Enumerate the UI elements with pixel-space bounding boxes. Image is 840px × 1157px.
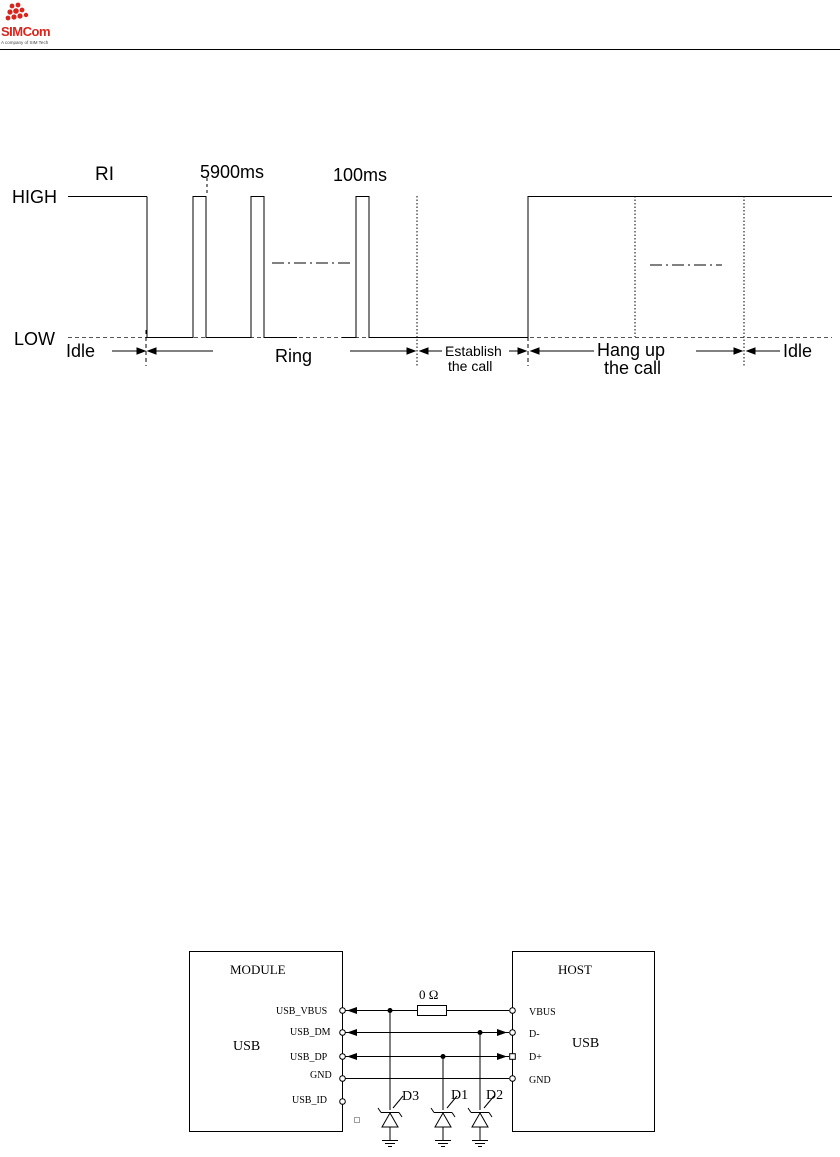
host-title: HOST: [558, 962, 592, 977]
host-usb-label: USB: [572, 1036, 600, 1051]
pin-host-dplus: D+: [529, 1052, 542, 1063]
resistor-label: 0 Ω: [419, 987, 439, 1002]
stray-marker: [355, 1118, 360, 1123]
pin-usb-dm: USB_DM: [290, 1027, 331, 1038]
pin-usb-id: USB_ID: [292, 1095, 328, 1106]
zero-ohm-resistor-icon: [418, 1006, 447, 1016]
diode-d2-label: D2: [486, 1088, 504, 1103]
module-title: MODULE: [230, 962, 286, 977]
logo-dots-icon: [6, 3, 29, 21]
header: [0, 3, 840, 50]
logo-text: SIMCom: [1, 24, 50, 39]
usb-connection-diagram: [190, 952, 655, 1147]
low-level-label: LOW: [14, 329, 56, 349]
pin-usb-dp: USB_DP: [290, 1052, 328, 1063]
pulse-short-label: 100ms: [333, 165, 388, 185]
tvs-diode-d1-icon: [431, 1096, 457, 1147]
tvs-diode-d2-icon: [468, 1096, 494, 1147]
usb-wires: [345, 1010, 509, 1110]
pulse-long-label: 5900ms: [200, 162, 265, 182]
pin-usb-vbus: USB_VBUS: [276, 1006, 328, 1017]
diode-d3-label: D3: [402, 1089, 420, 1104]
simcom-logo: [1, 3, 50, 45]
high-level-label: HIGH: [12, 187, 57, 207]
phase-hangup-line2: the call: [604, 358, 662, 378]
ri-timing-diagram: [12, 162, 832, 378]
pin-host-gnd: GND: [529, 1075, 551, 1086]
pin-host-vbus: VBUS: [529, 1007, 556, 1018]
diode-d1-label: D1: [451, 1088, 469, 1103]
phase-idle-start: Idle: [66, 341, 96, 361]
phase-establish-line2: the call: [448, 358, 493, 374]
phase-idle-end: Idle: [783, 341, 813, 361]
signal-label: RI: [95, 164, 114, 185]
phase-ring: Ring: [275, 346, 313, 366]
phase-establish-line1: Establish: [445, 343, 502, 359]
pin-host-dminus: D-: [529, 1029, 540, 1040]
ri-waveform: [147, 197, 297, 338]
module-usb-label: USB: [233, 1039, 261, 1054]
pin-module-gnd: GND: [310, 1070, 332, 1081]
logo-tagline: A company of SIM Tech: [1, 40, 49, 45]
ri-waveform-final-pulse: [342, 197, 832, 338]
phase-hangup-line1: Hang up: [597, 340, 666, 360]
